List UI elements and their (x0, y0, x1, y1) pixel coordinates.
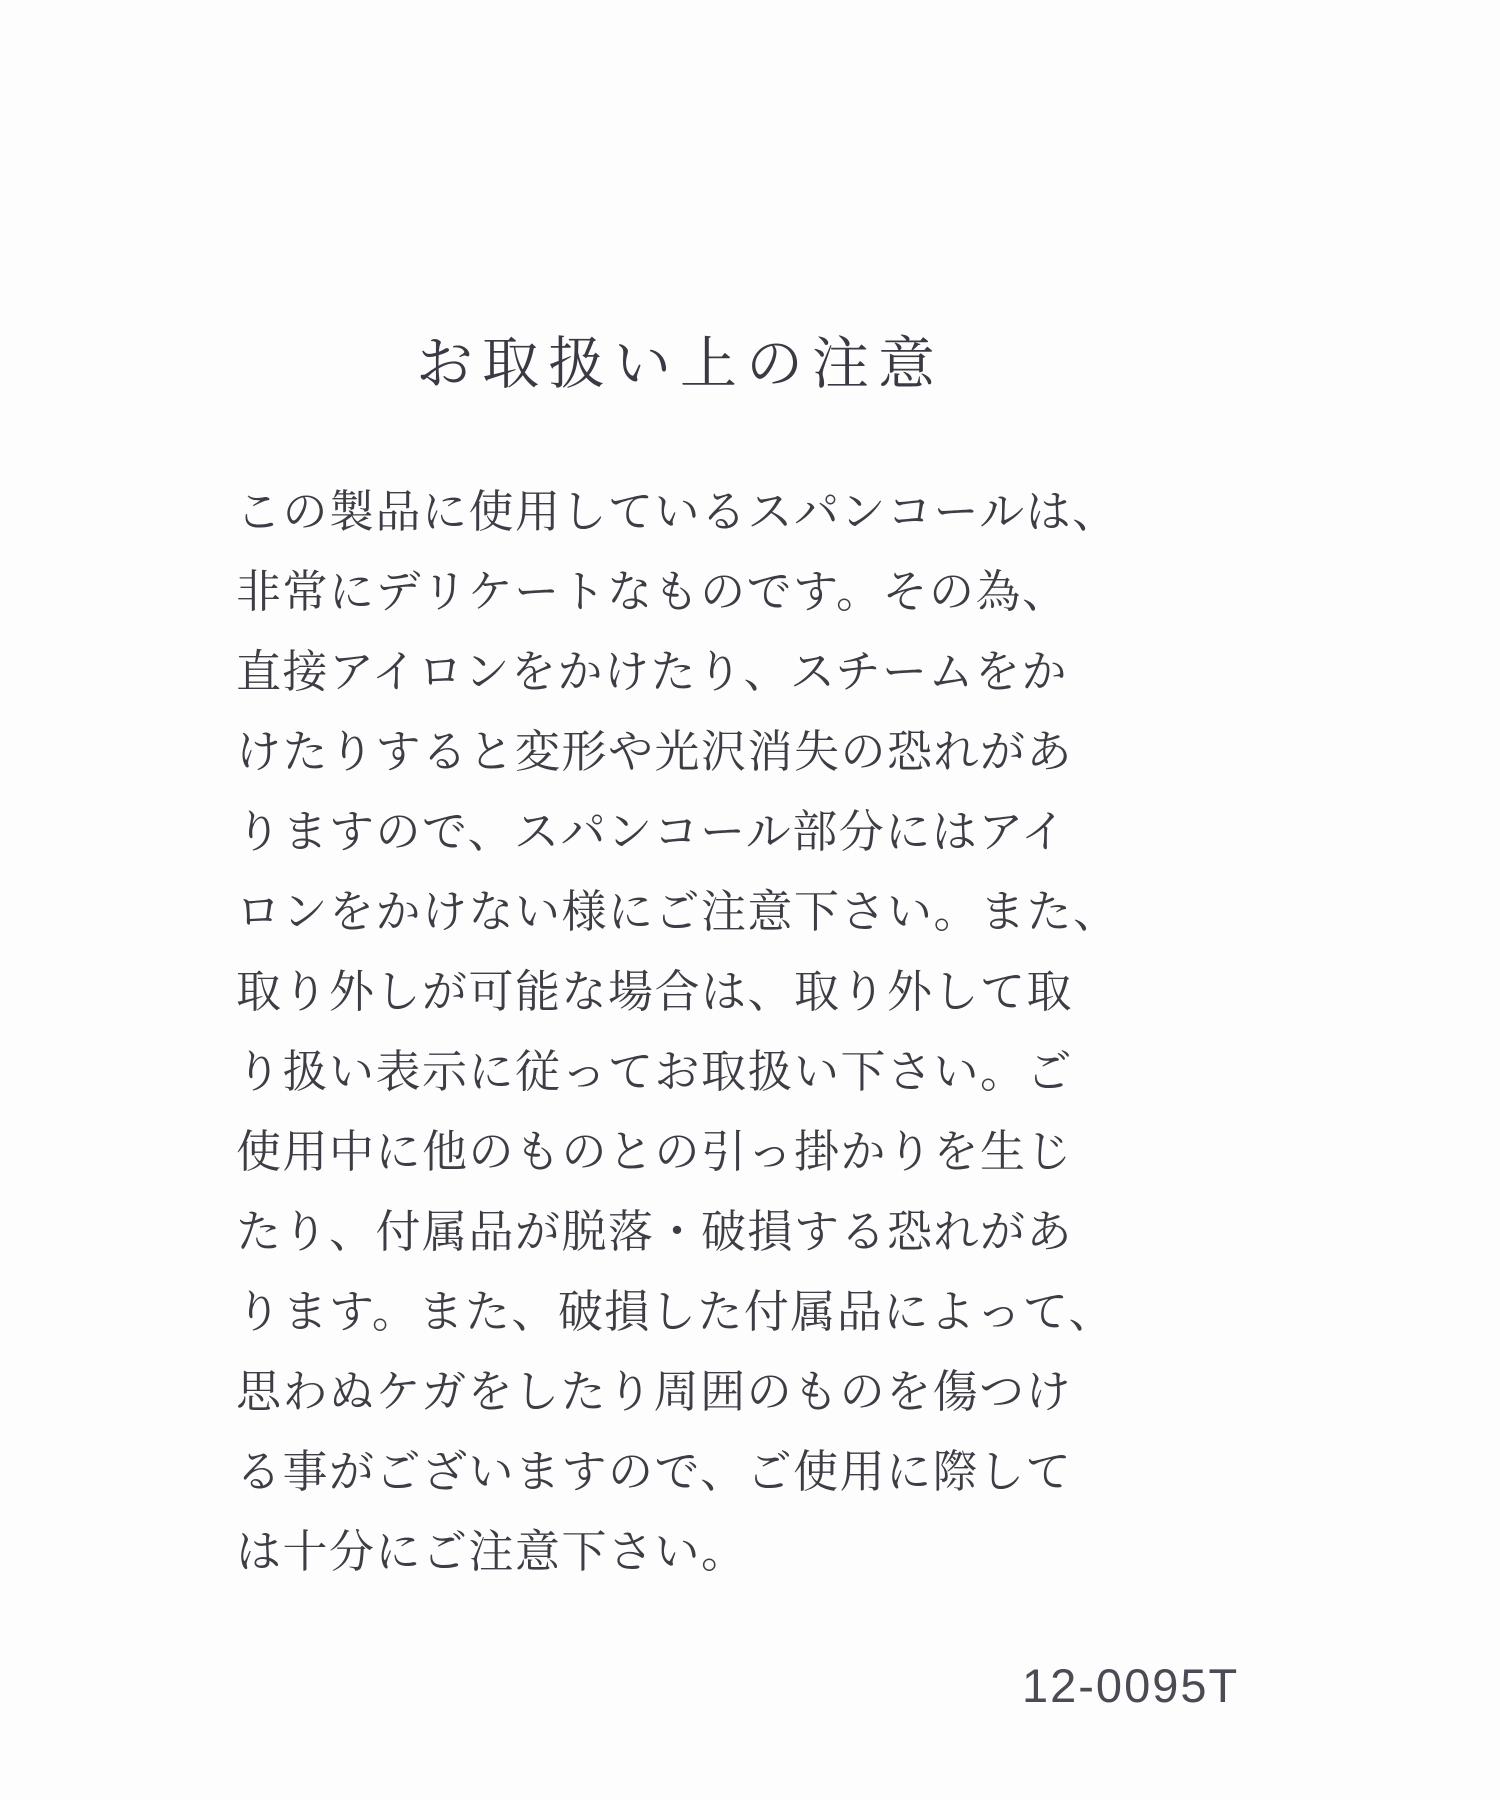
care-text-line: り扱い表示に従ってお取扱い下さい。ご (236, 1046, 1074, 1097)
care-text-line: 使用中に他のものとの引っ掛かりを生じ (236, 1126, 1074, 1177)
care-text-line: 取り外しが可能な場合は、取り外して取 (236, 966, 1074, 1017)
care-instructions-paragraph (236, 472, 1196, 1592)
care-text-line: この製品に使用しているスパンコールは、 (236, 486, 1119, 537)
care-text-line: 思わぬケガをしたり周囲のものを傷つけ (236, 1366, 1073, 1417)
care-text-line: けたりすると変形や光沢消失の恐れがあ (236, 726, 1074, 777)
care-text-line: ロンをかけない様にご注意下さい。また、 (236, 886, 1120, 937)
care-text-line: ります。また、破損した付属品によって、 (236, 1286, 1116, 1337)
care-text-line: たり、付属品が脱落・破損する恐れがあ (236, 1206, 1074, 1257)
care-text-line: 直接アイロンをかけたり、スチームをか (236, 646, 1069, 697)
care-text-line: る事がございますので、ご使用に際して (236, 1446, 1073, 1497)
care-text-line: りますので、スパンコール部分にはアイ (236, 806, 1068, 857)
care-text-line: 非常にデリケートなものです。その為、 (236, 566, 1069, 617)
product-code: 12-0095T (1022, 1659, 1240, 1712)
care-text-line: は十分にご注意下さい。 (236, 1526, 748, 1577)
care-label-title: お取扱い上の注意 (416, 332, 944, 396)
